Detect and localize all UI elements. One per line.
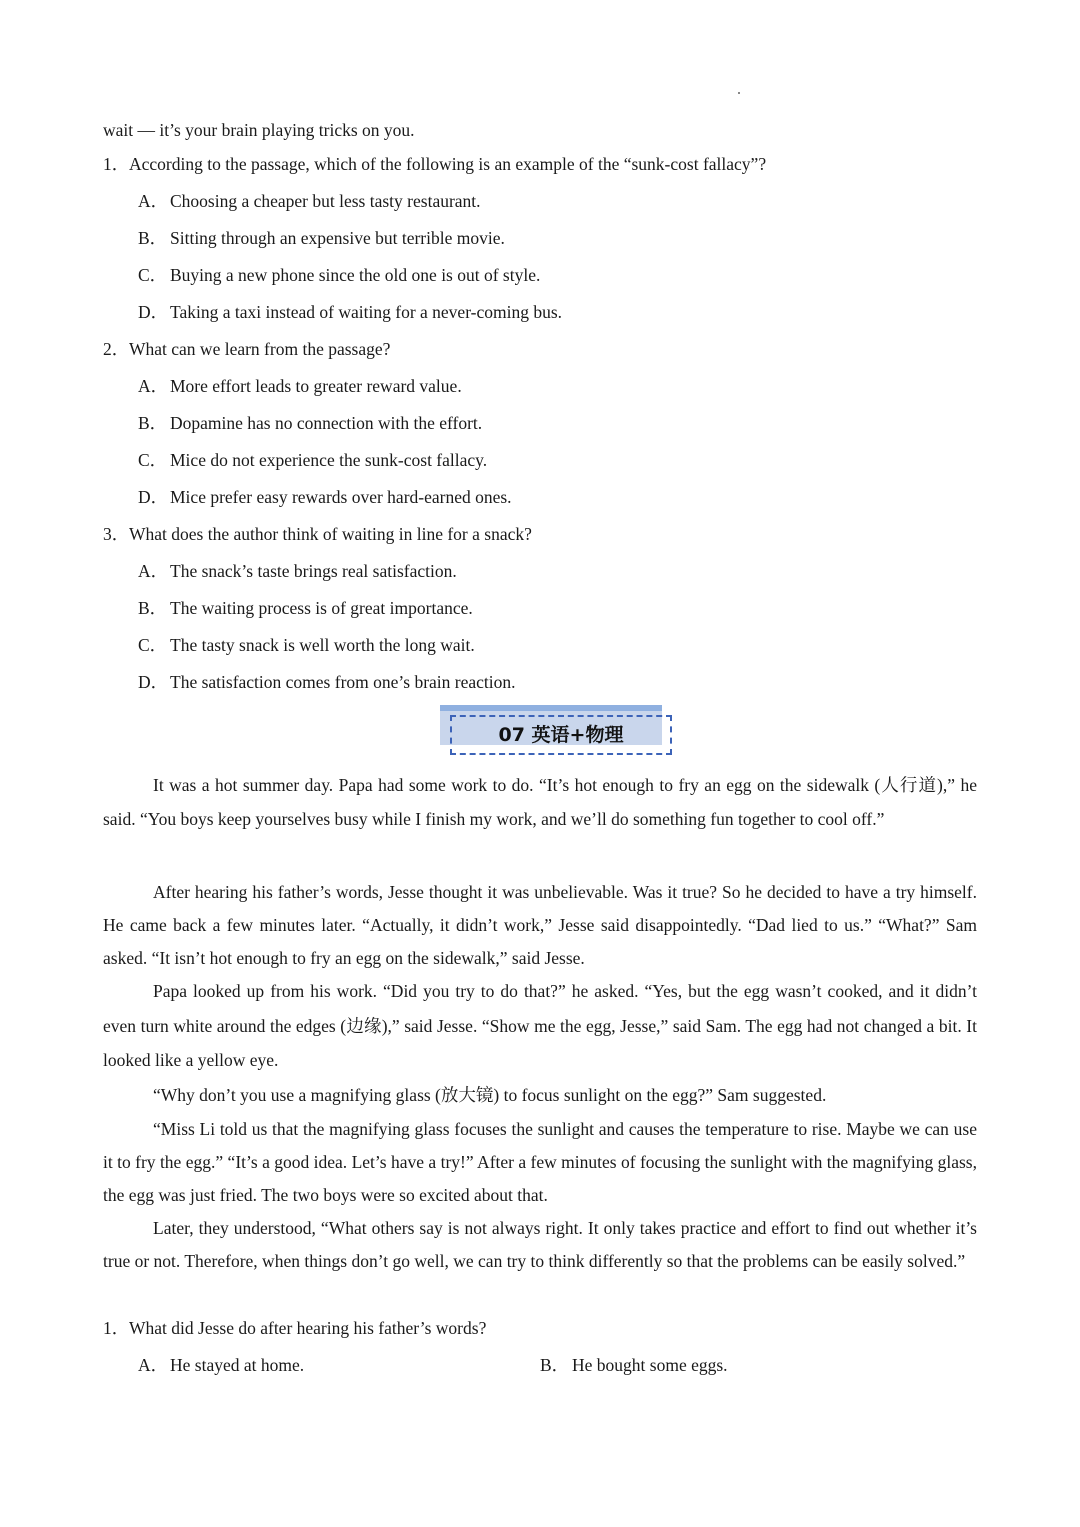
question-section7-1: 1．What did Jesse do after hearing his father’s words? bbox=[103, 1318, 487, 1338]
q3-option-d: D． The satisfaction comes from one’s brain reaction. bbox=[138, 672, 516, 692]
passage-closing-line: wait — it’s your brain playing tricks on you. bbox=[103, 120, 415, 140]
q2-option-d: D． Mice prefer easy rewards over hard-earned ones. bbox=[138, 487, 512, 507]
passage-paragraph-2: After hearing his father’s words, Jesse thought it was unbelievable. Was it true? So he decided to have a try himself. He came back a few minutes later. “Actually, it didn’t work,” Jesse said disappointedly. “Dad lied to us.” “What?” Sam asked. “It isn’t hot enough to fry an egg on the sidewalk,” said Jesse. bbox=[103, 882, 977, 968]
question-1: 1．According to the passage, which of the following is an example of the “sunk-cost fallacy”? bbox=[103, 154, 767, 174]
q2-option-a: A． More effort leads to greater reward value. bbox=[138, 376, 462, 396]
passage-paragraph-6: Later, they understood, “What others say is not always right. It only takes practice and effort to find out whether it’s true or not. Therefore, when things don’t go well, we can try to think differently so that the problems can be easily solved.” bbox=[103, 1218, 977, 1271]
q1-option-b: B． Sitting through an expensive but terrible movie. bbox=[138, 228, 505, 248]
passage-paragraph-3: Papa looked up from his work. “Did you try to do that?” he asked. “Yes, but the egg wasn’t cooked, and it didn’t even turn white around the edges (边缘),” said Jesse. “Show me the egg, Jesse,” said Sam. The egg had not changed a bit. It looked like a yellow eye. bbox=[103, 981, 977, 1070]
q1-option-d: D． Taking a taxi instead of waiting for a never-coming bus. bbox=[138, 302, 563, 322]
question-3: 3．What does the author think of waiting in line for a snack? bbox=[103, 524, 532, 544]
q3-option-c: C． The tasty snack is well worth the long wait. bbox=[138, 635, 475, 655]
q1-option-a: A． Choosing a cheaper but less tasty restaurant. bbox=[138, 191, 481, 211]
q2-option-c: C． Mice do not experience the sunk-cost fallacy. bbox=[138, 450, 488, 470]
q2-option-b: B． Dopamine has no connection with the effort. bbox=[138, 413, 483, 433]
passage-paragraph-4: “Why don’t you use a magnifying glass (放大镜) to focus sunlight on the egg?” Sam suggested. bbox=[153, 1085, 827, 1105]
q3-option-a: A． The snack’s taste brings real satisfaction. bbox=[138, 561, 457, 581]
passage-paragraph-5: “Miss Li told us that the magnifying glass focuses the sunlight and causes the temperature to rise. Maybe we can use it to fry the egg.” “It’s a good idea. Let’s have a try!” After a few minutes of focusing the sunlight with the magnifying glass, the egg was just fried. The two boys were so excited about that. bbox=[103, 1119, 977, 1205]
section-title: 07 英语+物理 bbox=[498, 724, 624, 746]
scan-speck bbox=[738, 92, 740, 94]
q3-option-b: B． The waiting process is of great importance. bbox=[138, 598, 473, 618]
section-banner bbox=[440, 705, 674, 757]
banner-top-stripe bbox=[440, 705, 662, 711]
passage-paragraph-1: It was a hot summer day. Papa had some work to do. “It’s hot enough to fry an egg on the sidewalk (人行道),” he said. “You boys keep yourselves busy while I finish my work, and we’ll do something fun together to cool off.” bbox=[103, 775, 977, 829]
q1-option-c: C． Buying a new phone since the old one is out of style. bbox=[138, 265, 541, 285]
question-2: 2．What can we learn from the passage? bbox=[103, 339, 391, 359]
section7-q1-option-b: B． He bought some eggs. bbox=[540, 1355, 728, 1375]
section7-q1-option-a: A． He stayed at home. bbox=[138, 1355, 305, 1375]
